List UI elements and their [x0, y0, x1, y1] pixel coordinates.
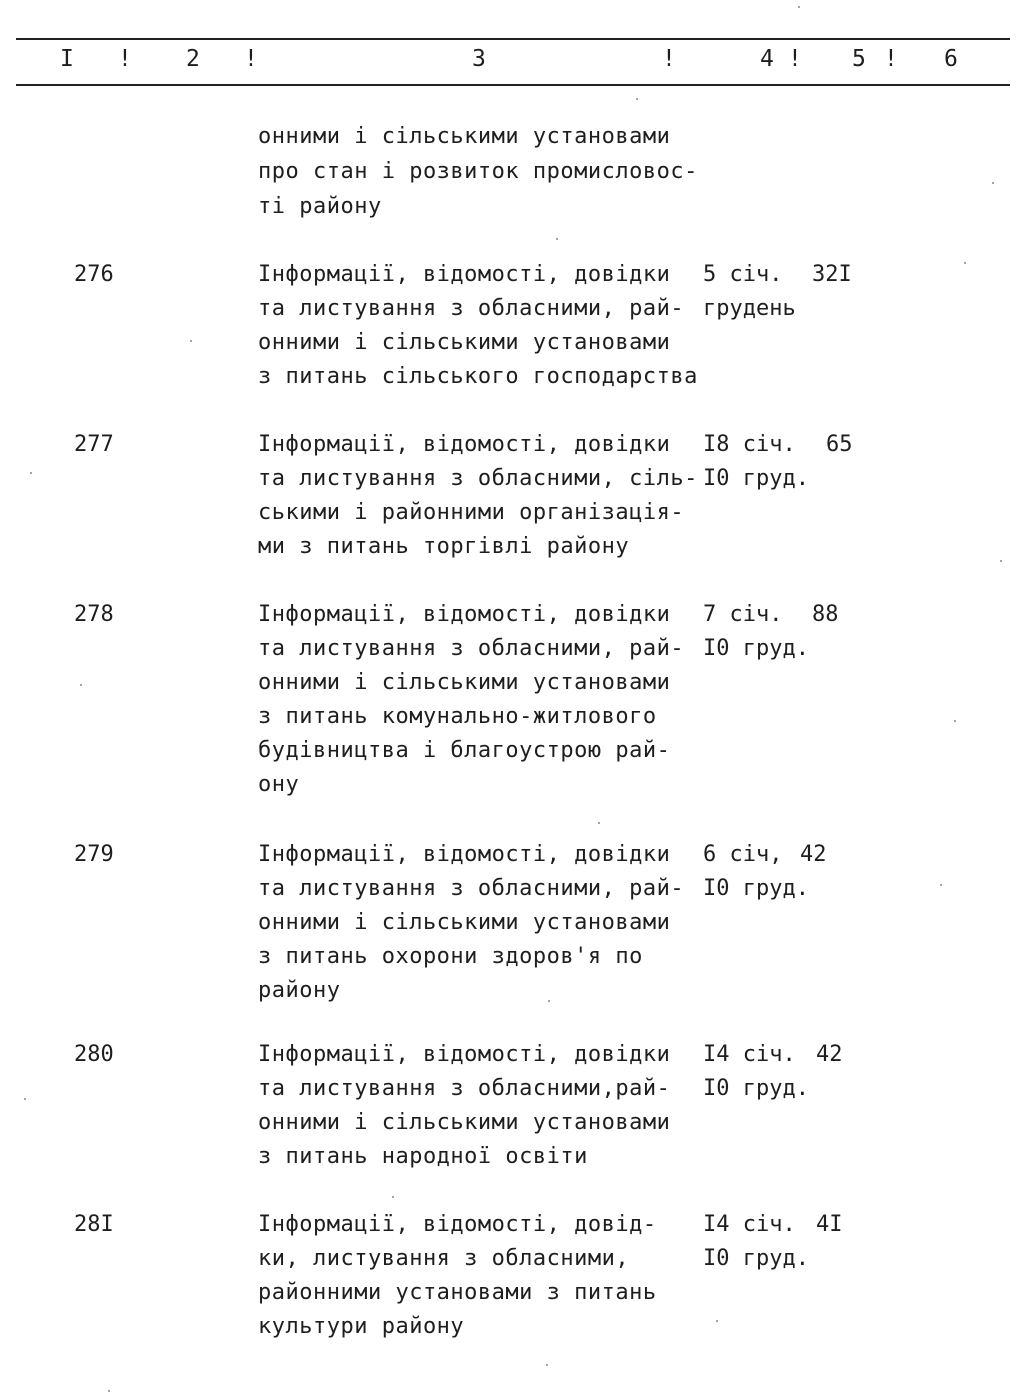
- header-separator: !: [244, 46, 258, 72]
- entry-title-line: онними і сільськими установами: [258, 670, 671, 695]
- entry-end-date: I0 груд.: [703, 1076, 809, 1101]
- entry-title-line: району: [258, 978, 341, 1003]
- entry-title-line: з питань охорони здоров'я по: [258, 944, 643, 969]
- header-separator: !: [118, 46, 132, 72]
- header-separator: !: [788, 46, 802, 72]
- entry-title-line: та листування з обласними,рай-: [258, 1076, 671, 1101]
- scan-speck: [716, 1320, 718, 1322]
- entry-title-line: будівництва і благоустрою рай-: [258, 738, 671, 763]
- scan-speck: [636, 98, 638, 100]
- continuation-line: онними і сільськими установами: [258, 124, 671, 149]
- entry-end-date: I0 груд.: [703, 1246, 809, 1271]
- entry-sheet-count: 42: [816, 1042, 843, 1067]
- scan-speck: [964, 262, 966, 264]
- entry-title-line: культури району: [258, 1314, 465, 1339]
- entry-end-date: грудень: [703, 296, 796, 321]
- entry-title-line: онними і сільськими установами: [258, 330, 671, 355]
- entry-title-line: Інформації, відомості, довідки: [258, 602, 671, 627]
- entry-title-line: з питань сільського господарства: [258, 364, 698, 389]
- header-col4: 4: [760, 46, 774, 72]
- entry-title-line: ки, листування з обласними,: [258, 1246, 630, 1271]
- scan-speck: [392, 1196, 394, 1198]
- entry-number: 279: [74, 842, 114, 867]
- entry-start-date: 7 січ.: [703, 602, 783, 627]
- scan-speck: [80, 684, 82, 686]
- entry-title-line: та листування з обласними, рай-: [258, 296, 685, 321]
- entry-title-line: Інформації, відомості, довідки: [258, 842, 671, 867]
- entry-title-line: та листування з обласними, рай-: [258, 636, 685, 661]
- entry-title-line: ськими і районними організація-: [258, 500, 685, 525]
- scan-speck: [954, 720, 956, 722]
- scan-speck: [940, 884, 942, 886]
- entry-title-line: Інформації, відомості, довід-: [258, 1212, 657, 1237]
- header-separator: !: [662, 46, 676, 72]
- scan-speck: [108, 1390, 110, 1392]
- scan-speck: [30, 472, 32, 474]
- entry-sheet-count: 65: [826, 432, 853, 457]
- scan-speck: [190, 340, 192, 342]
- scan-speck: [556, 238, 558, 240]
- entry-start-date: I4 січ.: [703, 1042, 796, 1067]
- entry-number: 276: [74, 262, 114, 287]
- entry-title-line: ми з питань торгівлі району: [258, 534, 630, 559]
- entry-sheet-count: 4I: [816, 1212, 843, 1237]
- entry-title-line: Інформації, відомості, довідки: [258, 432, 671, 457]
- entry-title-line: Інформації, відомості, довідки: [258, 262, 671, 287]
- scan-speck: [546, 1364, 548, 1366]
- header-separator: !: [884, 46, 898, 72]
- entry-number: 277: [74, 432, 114, 457]
- entry-title-line: з питань народної освіти: [258, 1144, 588, 1169]
- entry-title-line: ону: [258, 772, 300, 797]
- scan-speck: [24, 1098, 26, 1100]
- entry-title-line: онними і сільськими установами: [258, 910, 671, 935]
- entry-title-line: та листування з обласними, рай-: [258, 876, 685, 901]
- header-col6: 6: [944, 46, 958, 72]
- header-col1: I: [60, 46, 74, 72]
- entry-start-date: I8 січ.: [703, 432, 796, 457]
- scan-speck: [548, 1000, 550, 1002]
- header-top-rule: [16, 38, 1010, 40]
- entry-title-line: з питань комунально-житлового: [258, 704, 657, 729]
- header-col3: 3: [472, 46, 486, 72]
- continuation-line: про стан і розвиток промисловос-: [258, 159, 698, 184]
- entry-title-line: районними установами з питань: [258, 1280, 657, 1305]
- entry-number: 28I: [74, 1212, 114, 1237]
- entry-start-date: I4 січ.: [703, 1212, 796, 1237]
- entry-sheet-count: 32I: [812, 262, 852, 287]
- entry-sheet-count: 88: [812, 602, 839, 627]
- entry-sheet-count: 42: [800, 842, 827, 867]
- entry-end-date: I0 груд.: [703, 636, 809, 661]
- entry-title-line: та листування з обласними, сіль-: [258, 466, 698, 491]
- entry-title-line: Інформації, відомості, довідки: [258, 1042, 671, 1067]
- entry-number: 280: [74, 1042, 114, 1067]
- scan-speck: [1000, 560, 1002, 562]
- scan-speck: [992, 182, 994, 184]
- entry-number: 278: [74, 602, 114, 627]
- scan-speck: [598, 822, 600, 824]
- scan-speck: [798, 6, 800, 8]
- header-col5: 5: [852, 46, 866, 72]
- entry-start-date: 5 січ.: [703, 262, 783, 287]
- header-col2: 2: [186, 46, 200, 72]
- header-bottom-rule: [16, 84, 1010, 86]
- entry-end-date: I0 груд.: [703, 466, 809, 491]
- entry-title-line: онними і сільськими установами: [258, 1110, 671, 1135]
- entry-end-date: I0 груд.: [703, 876, 809, 901]
- continuation-line: ті району: [258, 194, 382, 219]
- entry-start-date: 6 січ,: [703, 842, 783, 867]
